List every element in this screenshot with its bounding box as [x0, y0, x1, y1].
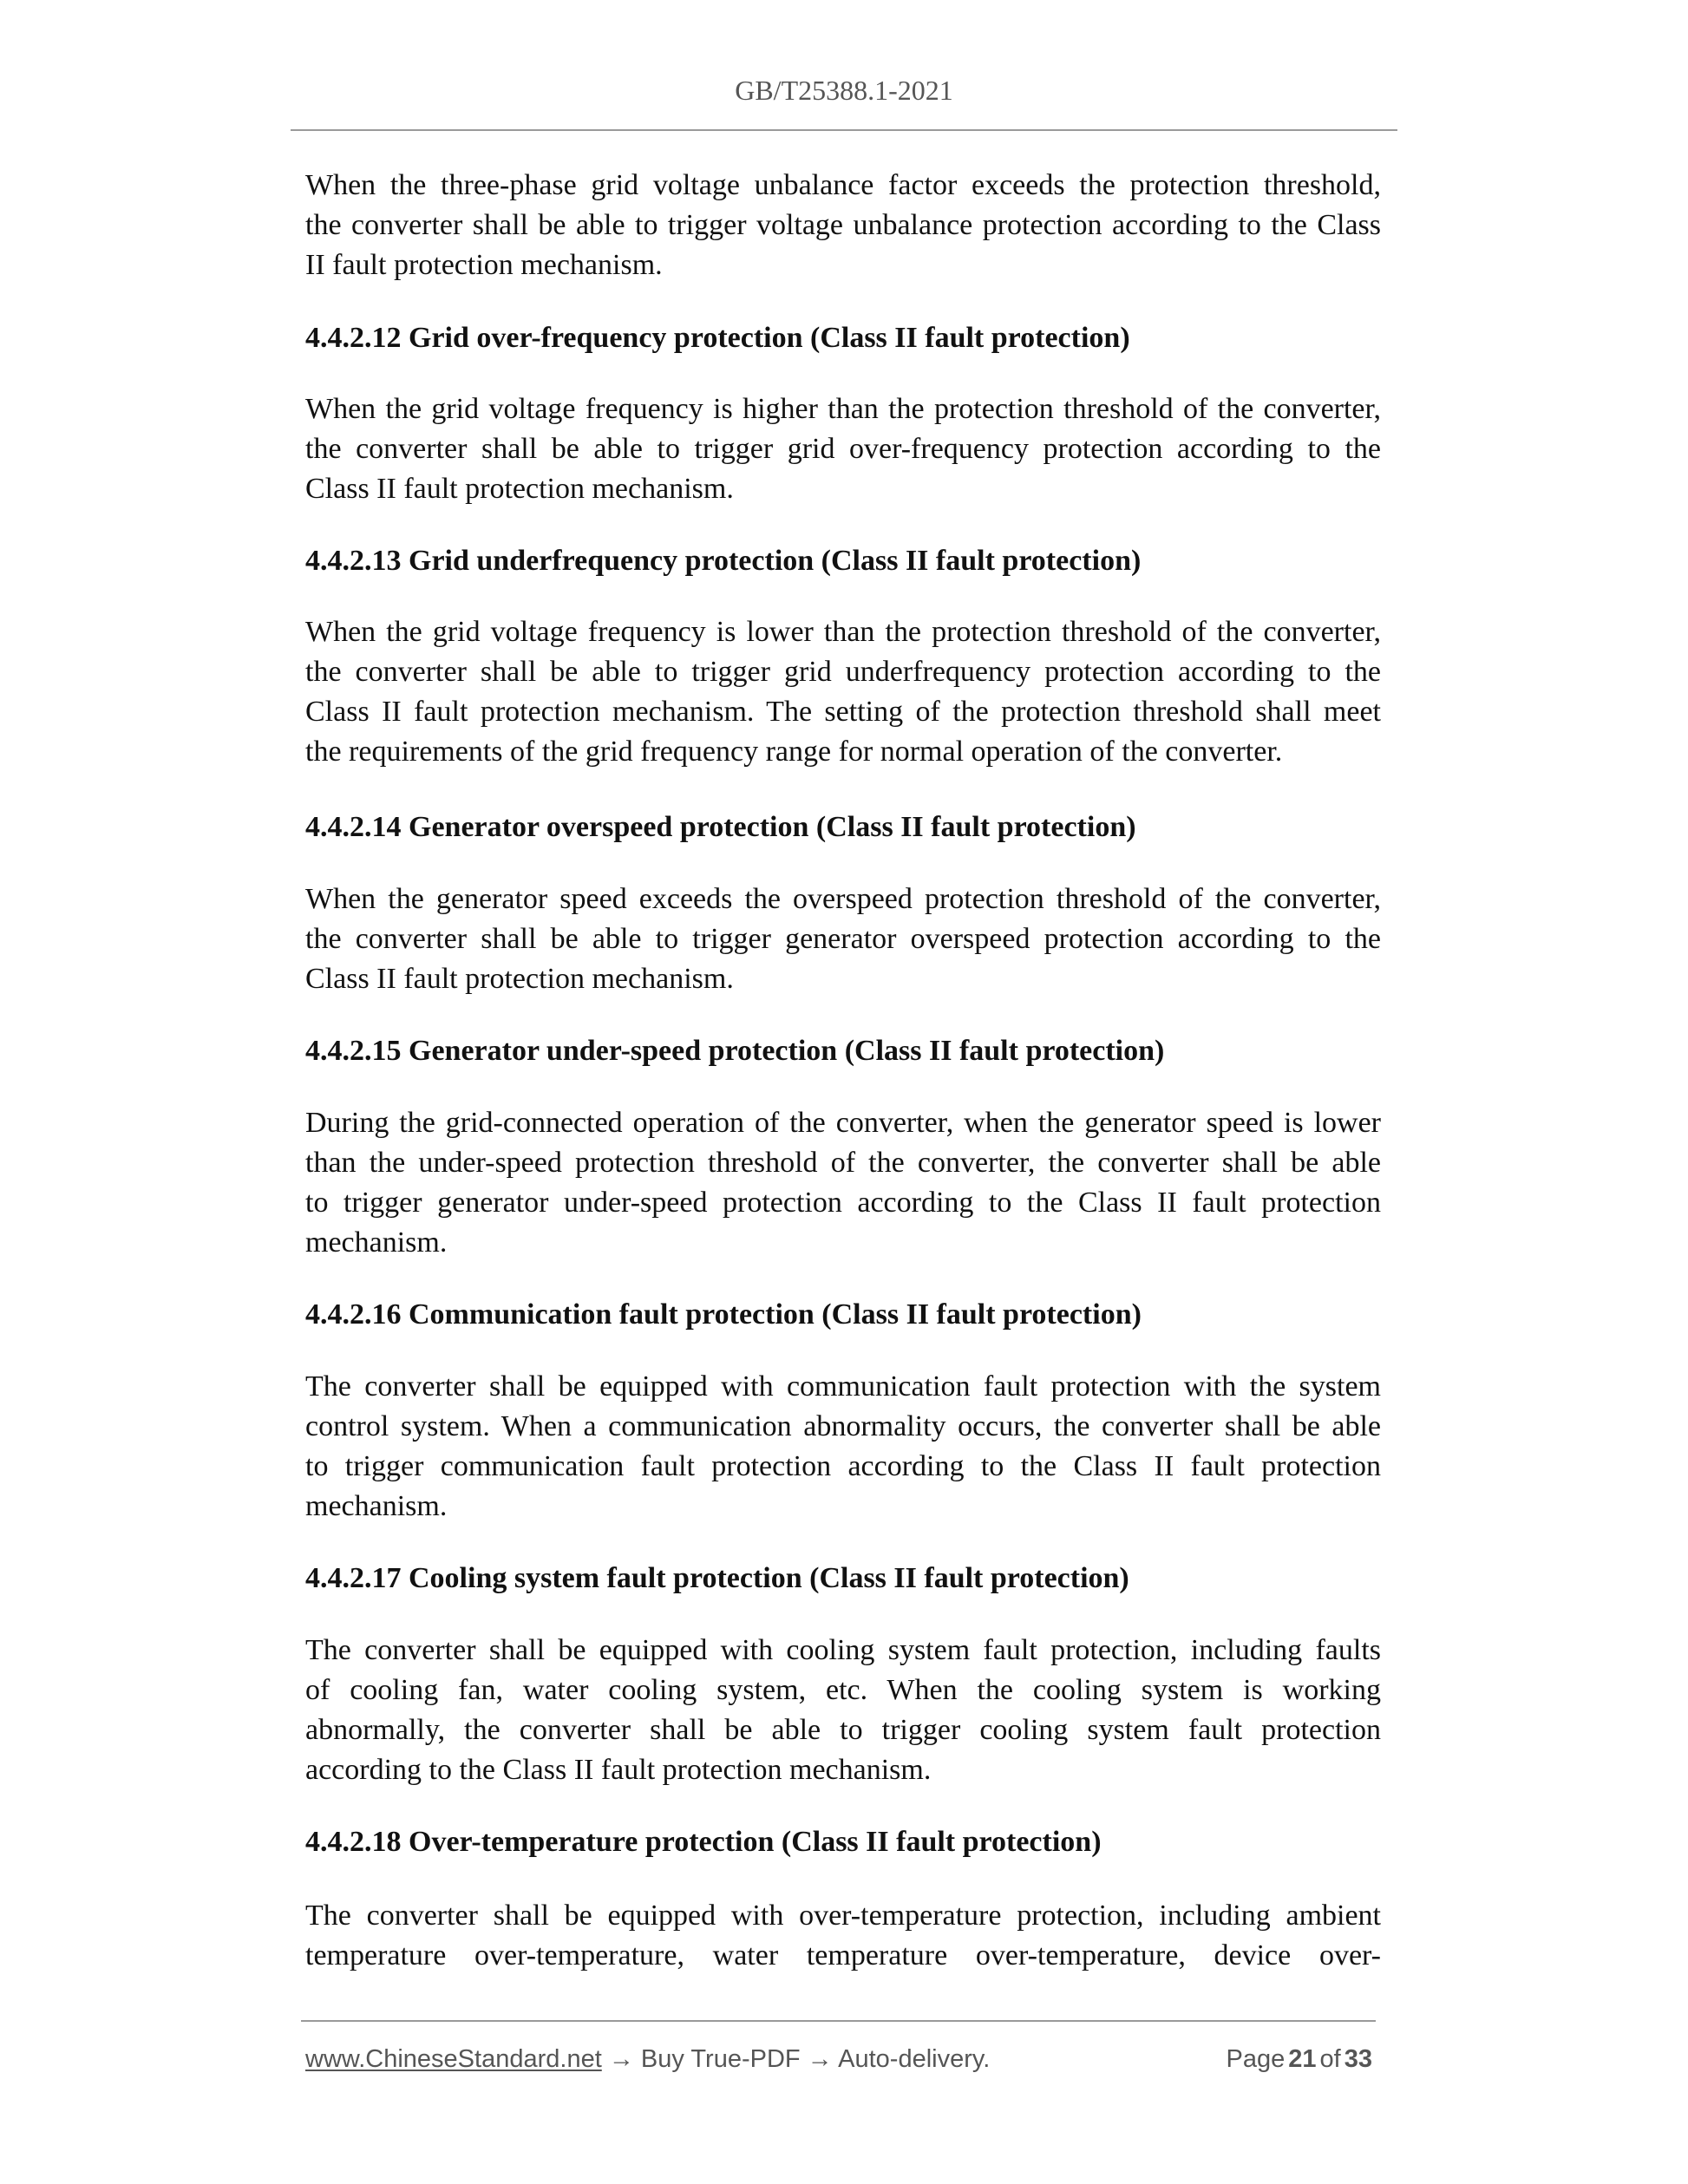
- text-line: Class II fault protection mechanism. The setting of the protection threshold shall meet: [305, 696, 1381, 728]
- page-footer: [305, 2043, 1372, 2075]
- text-line: temperature over-temperature, water temperature over-temperature, device over-: [305, 1939, 1381, 1971]
- section-heading-4-4-2-17: [305, 1559, 1381, 1599]
- section-heading-4-4-2-12: [305, 318, 1381, 358]
- text-line: to trigger communication fault protection according to the Class II fault protection: [305, 1450, 1381, 1482]
- text-line: the requirements of the grid frequency range for normal operation of the converter.: [305, 736, 1283, 768]
- footer-step-buy: Buy True-PDF: [640, 2045, 801, 2073]
- paragraph-communication-fault: [305, 1367, 1381, 1527]
- text-line: mechanism.: [305, 1226, 448, 1259]
- heading-text: 4.4.2.17 Cooling system fault protection (Class II fault protection): [305, 1562, 1129, 1594]
- paragraph-under-speed: [305, 1103, 1381, 1263]
- paragraph-underfrequency: [305, 612, 1381, 772]
- text-line: to trigger generator under-speed protection according to the Class II fault protection: [305, 1187, 1381, 1219]
- paragraph-over-temperature: [305, 1896, 1381, 1976]
- heading-text: 4.4.2.12 Grid over-frequency protection (Class II fault protection): [305, 322, 1130, 354]
- paragraph-over-frequency: [305, 389, 1381, 509]
- footer-promo: [305, 2043, 990, 2075]
- heading-text: 4.4.2.14 Generator overspeed protection (Class II fault protection): [305, 811, 1136, 843]
- paragraph-overspeed: [305, 879, 1381, 999]
- text-line: The converter shall be equipped with communication fault protection with the system: [305, 1370, 1381, 1403]
- text-line: The converter shall be equipped with cooling system fault protection, including faults: [305, 1634, 1381, 1666]
- page-indicator: [1223, 2043, 1372, 2075]
- text-line: control system. When a communication abnormality occurs, the converter shall be able: [305, 1410, 1381, 1442]
- text-line: abnormally, the converter shall be able to trigger cooling system fault protection: [305, 1714, 1381, 1746]
- text-line: When the generator speed exceeds the overspeed protection threshold of the converter,: [305, 883, 1381, 915]
- text-line: according to the Class II fault protection mechanism.: [305, 1754, 932, 1786]
- current-page: 21: [1288, 2045, 1317, 2073]
- text-line: the converter shall be able to trigger voltage unbalance protection according to the Class: [305, 209, 1381, 241]
- footer-rule: [301, 2020, 1376, 2022]
- document-code-header: GB/T25388.1-2021: [735, 75, 953, 106]
- section-heading-4-4-2-15: [305, 1031, 1381, 1071]
- chinesestandard-link[interactable]: www.ChineseStandard.net: [305, 2045, 602, 2073]
- text-line: Class II fault protection mechanism.: [305, 963, 734, 995]
- text-line: the converter shall be able to trigger grid over-frequency protection according to the: [305, 433, 1381, 465]
- text-line: mechanism.: [305, 1490, 448, 1522]
- arrow-right-icon: →: [807, 2045, 833, 2073]
- section-heading-4-4-2-13: [305, 541, 1381, 581]
- text-line: the converter shall be able to trigger generator overspeed protection according to the: [305, 923, 1381, 955]
- text-line: than the under-speed protection threshold of the converter, the converter shall be able: [305, 1147, 1381, 1179]
- page-label: Page: [1226, 2045, 1286, 2073]
- section-heading-4-4-2-18: [305, 1822, 1381, 1862]
- heading-text: 4.4.2.16 Communication fault protection (Class II fault protection): [305, 1298, 1142, 1331]
- text-line: When the grid voltage frequency is higher than the protection threshold of the converter,: [305, 393, 1381, 425]
- text-line: The converter shall be equipped with over-temperature protection, including ambient: [305, 1900, 1381, 1932]
- text-line: When the grid voltage frequency is lower than the protection threshold of the converter,: [305, 616, 1381, 648]
- text-line: Class II fault protection mechanism.: [305, 473, 734, 505]
- arrow-right-icon: →: [608, 2045, 634, 2073]
- section-heading-4-4-2-16: [305, 1295, 1381, 1335]
- heading-text: 4.4.2.18 Over-temperature protection (Class II fault protection): [305, 1826, 1102, 1858]
- text-line: During the grid-connected operation of the converter, when the generator speed is lower: [305, 1107, 1381, 1139]
- paragraph-unbalance-protection: [305, 166, 1381, 285]
- footer-step-delivery: Auto-delivery.: [838, 2045, 991, 2073]
- heading-text: 4.4.2.15 Generator under-speed protection (Class II fault protection): [305, 1035, 1165, 1067]
- section-heading-4-4-2-14: [305, 808, 1381, 847]
- total-pages: 33: [1344, 2045, 1372, 2073]
- text-line: II fault protection mechanism.: [305, 249, 663, 281]
- paragraph-cooling-system-fault: [305, 1631, 1381, 1790]
- text-line: of cooling fan, water cooling system, etc. When the cooling system is working: [305, 1674, 1381, 1706]
- page-of-label: of: [1319, 2045, 1341, 2073]
- heading-text: 4.4.2.13 Grid underfrequency protection (Class II fault protection): [305, 545, 1142, 577]
- text-line: When the three-phase grid voltage unbalance factor exceeds the protection threshold,: [305, 169, 1381, 201]
- header-rule: [291, 129, 1397, 131]
- text-line: the converter shall be able to trigger grid underfrequency protection according to the: [305, 656, 1381, 688]
